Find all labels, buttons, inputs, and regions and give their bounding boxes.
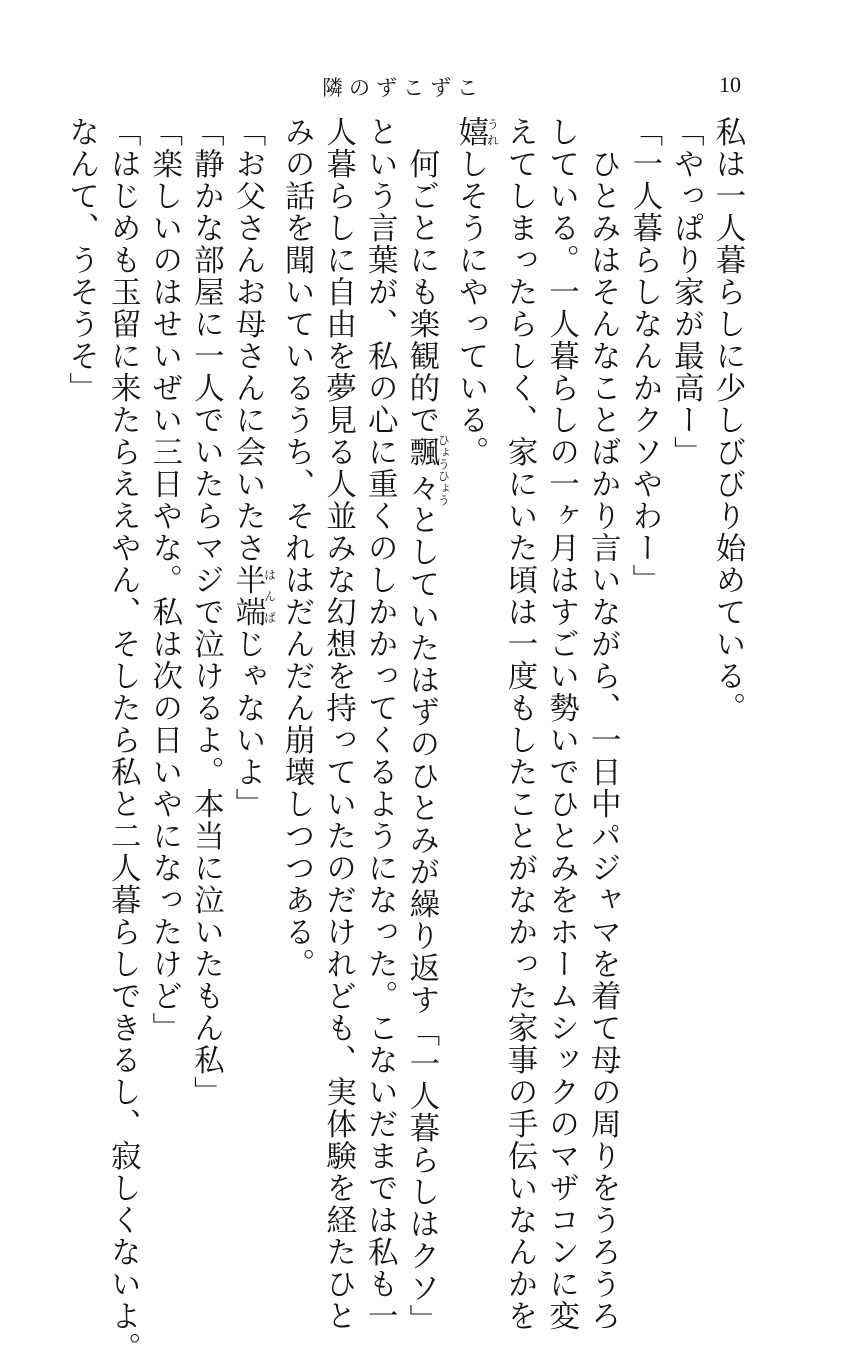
vertical-body-text <box>63 116 748 1364</box>
text-line-9: という言葉が、私の心に重くのしかかってくるようになった。こないだまでは私も一 <box>362 116 398 1332</box>
text-line-8: 何ごとにも楽観的で飄々ひょうひょうとしていたはずのひとみが繰り返す「一人暮らしはクソ」 <box>403 116 451 1336</box>
text-line-14: 「楽しいのはせいぜい三日やな。私は次の日いやになったけど」 <box>146 116 182 1044</box>
text-line-6: えてしまったらしく、家にいた頃は一度もしたことがなかった家事の手伝いなんかを <box>502 116 538 1332</box>
text-line-4: ひとみはそんなことばかり言いながら、一日中パジャマを着て母の周りをうろうろ <box>585 116 621 1332</box>
page-header <box>0 72 841 102</box>
running-title: 隣のずこずこ <box>322 76 484 100</box>
text-line-16: なんて、うそうそ」 <box>63 116 99 404</box>
text-line-5: している。一人暮らしの一ヶ月はすごい勢いでひとみをホームシックのマザコンに変 <box>543 116 579 1332</box>
furigana-hyouhyou: 飄々ひょうひょう <box>403 434 451 506</box>
furigana-reading: うれ <box>485 116 500 148</box>
text-line-12: 「お父さんお母さんに会いたさ半端はんぱじゃないよ」 <box>229 116 277 820</box>
text-line-3: 「一人暮らしなんかクソやわー」 <box>626 116 662 596</box>
text-line-13: 「静かな部屋に一人でいたらマジで泣けるよ。本当に泣いたもん私」 <box>188 116 224 1108</box>
text-line-10: 人暮らしに自由を夢見る人並みな幻想を持っていたのだけれども、実体験を経たひと <box>320 116 356 1332</box>
text-line-7: 嬉うれしそうにやっている。 <box>452 116 500 468</box>
text-line-2: 「やっぱり家が最高ー」 <box>668 116 704 468</box>
furigana-ureshi: 嬉うれ <box>452 116 500 148</box>
furigana-hanpa: 半端はんぱ <box>229 564 277 628</box>
text-line-11: みの話を聞いているうち、それはだんだん崩壊しつつある。 <box>279 116 315 980</box>
text-line-15: 「はじめも玉留に来たらええやん、そしたら私と二人暮らしできるし、寂しくないよ。 <box>105 116 141 1364</box>
furigana-reading: ひょうひょう <box>436 434 451 506</box>
text-line-1: 私は一人暮らしに少しびびり始めている。 <box>710 116 745 724</box>
furigana-reading: はんぱ <box>262 564 277 628</box>
page-number: 10 <box>719 72 741 97</box>
